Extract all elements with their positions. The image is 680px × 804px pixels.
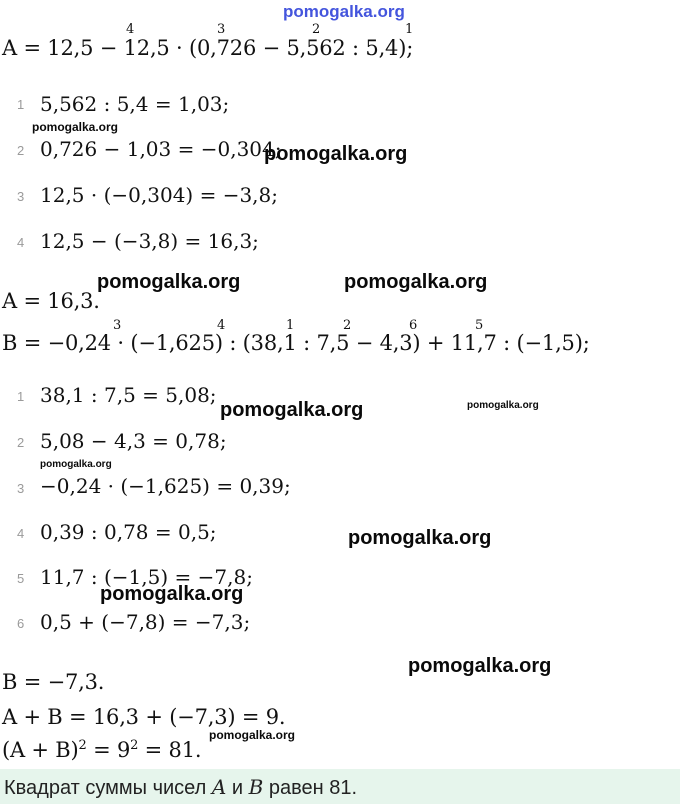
step-number: 4 xyxy=(17,235,25,250)
conclusion-var-a: A xyxy=(211,775,227,799)
step-text: 5,562 : 5,4 = 1,03; xyxy=(40,92,230,116)
conclusion-var-b: B xyxy=(248,775,264,799)
conclusion-mid: и xyxy=(226,777,249,799)
step-text: 0,39 : 0,78 = 0,5; xyxy=(40,520,217,544)
square-exponent: 2 xyxy=(78,738,87,753)
step-text: 5,08 − 4,3 = 0,78; xyxy=(40,429,227,453)
step-number: 2 xyxy=(17,435,25,450)
order-a-2: 3 xyxy=(217,22,226,37)
square-exponent-2: 2 xyxy=(130,738,139,753)
watermark: pomogalka.org xyxy=(408,655,552,677)
watermark: pomogalka.org xyxy=(100,583,244,605)
square-end: = 81. xyxy=(138,738,202,762)
step-number: 5 xyxy=(17,571,25,586)
order-b-5: 6 xyxy=(409,318,418,333)
sum-line: A + B = 16,3 + (−7,3) = 9. xyxy=(2,705,286,729)
watermark: pomogalka.org xyxy=(344,271,488,293)
step-number: 3 xyxy=(17,481,25,496)
step-text: 12,5 − (−3,8) = 16,3; xyxy=(40,229,259,253)
order-b-2: 4 xyxy=(217,318,226,333)
step-number: 3 xyxy=(17,189,25,204)
watermark: pomogalka.org xyxy=(348,527,492,549)
result-b: B = −7,3. xyxy=(2,670,105,694)
step-number: 6 xyxy=(17,616,25,631)
step-text: 12,5 · (−0,304) = −3,8; xyxy=(40,183,278,207)
order-b-6: 5 xyxy=(475,318,484,333)
step-text: −0,24 · (−1,625) = 0,39; xyxy=(40,474,291,498)
order-a-3: 2 xyxy=(312,22,321,37)
step-text: 0,5 + (−7,8) = −7,3; xyxy=(40,610,251,634)
watermark-top: pomogalka.org xyxy=(283,2,405,21)
step-number: 1 xyxy=(17,97,25,112)
order-b-4: 2 xyxy=(343,318,352,333)
step-number: 2 xyxy=(17,143,25,158)
square-mid: = 9 xyxy=(86,738,131,762)
watermark: pomogalka.org xyxy=(40,459,112,470)
watermark: pomogalka.org xyxy=(220,399,364,421)
watermark: pomogalka.org xyxy=(467,400,539,411)
conclusion-suffix: равен 81. xyxy=(263,777,358,799)
order-b-1: 3 xyxy=(113,318,122,333)
step-number: 1 xyxy=(17,389,25,404)
expression-a: A = 12,5 − 12,5 · (0,726 − 5,562 : 5,4); xyxy=(2,36,414,60)
step-text: 11,7 : (−1,5) = −7,8; xyxy=(40,565,253,589)
watermark: pomogalka.org xyxy=(32,120,119,134)
order-a-1: 4 xyxy=(126,22,135,37)
square-line xyxy=(2,738,201,762)
square-base: (A + B) xyxy=(2,738,79,762)
result-a: A = 16,3. xyxy=(2,289,100,313)
order-b-3: 1 xyxy=(286,318,295,333)
order-a-4: 1 xyxy=(405,22,414,37)
expression-b: B = −0,24 · (−1,625) : (38,1 : 7,5 − 4,3) + 11,7 : (−1,5); xyxy=(2,331,590,355)
watermark: pomogalka.org xyxy=(264,143,408,165)
watermark: pomogalka.org xyxy=(97,271,241,293)
step-text: 0,726 − 1,03 = −0,304; xyxy=(40,137,282,161)
watermark: pomogalka.org xyxy=(209,728,296,742)
step-number: 4 xyxy=(17,526,25,541)
step-text: 38,1 : 7,5 = 5,08; xyxy=(40,383,217,407)
conclusion-text xyxy=(4,775,357,800)
conclusion-prefix: Квадрат суммы чисел xyxy=(4,777,212,799)
